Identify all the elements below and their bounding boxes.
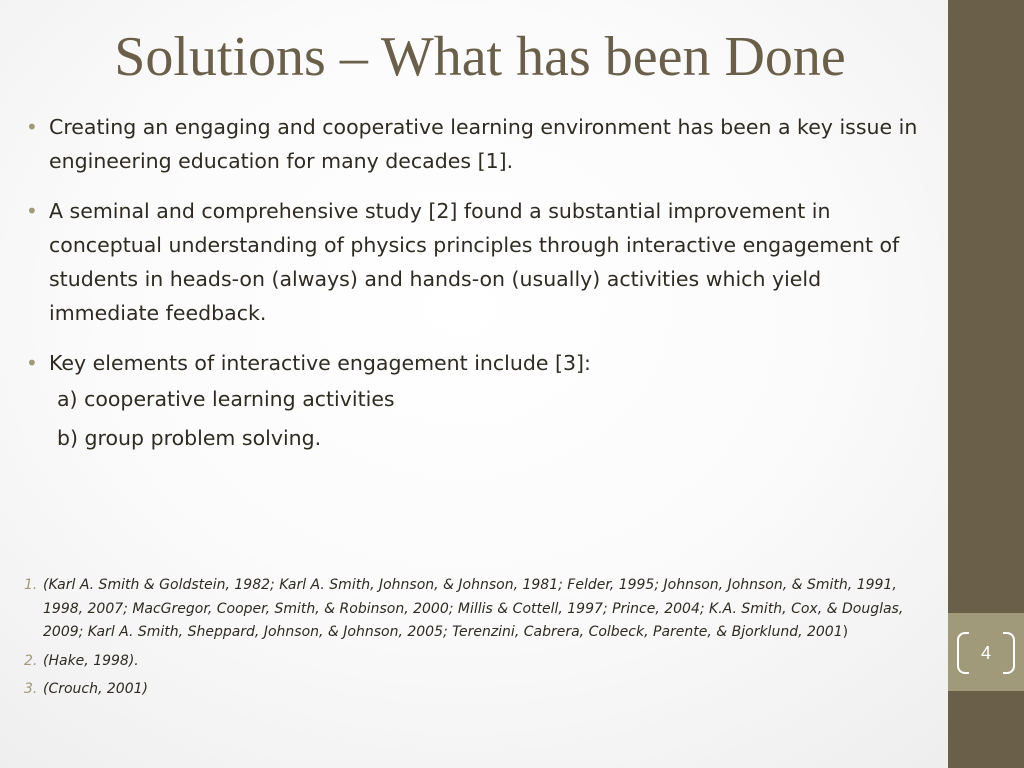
- bullet-dot-icon: •: [26, 115, 38, 139]
- bullet-text: A seminal and comprehensive study [2] found a substantial improvement in conceptual understanding of physics principles through interactive engagement of students in heads-on (always) and hands-on (usually) activities which yield immediate feedback.: [49, 199, 900, 325]
- reference-number: 3.: [24, 681, 38, 697]
- bullet-text: Key elements of interactive engagement include [3]:: [49, 351, 591, 375]
- page-number-box: [948, 613, 1024, 691]
- bullet-dot-icon: •: [26, 351, 38, 375]
- reference-text: (Karl A. Smith & Goldstein, 1982; Karl A. Smith, Johnson, & Johnson, 1981; Felder, 1995; Johnson, Johnson, & Smith, 1991, 1998, 2007; MacGregor, Cooper, Smith, & Robinson, 2000; Millis & Cottell, 1997; Prince, 2004; K.A. Smith, Cox, & Douglas, 2009; Karl A. Smith, Sheppard, Johnson, & Johnson, 2005; Terenzini, Cabrera, Colbeck, Parente, & Bjorklund, 2001: [43, 577, 904, 640]
- reference-close-paren: ): [842, 624, 849, 640]
- reference-text: (Hake, 1998).: [43, 652, 139, 669]
- slide-title: Solutions – What has been Done: [114, 26, 846, 88]
- reference-item: [24, 650, 924, 674]
- reference-item: [24, 574, 924, 645]
- reference-item: [24, 678, 924, 702]
- bullet-text: Creating an engaging and cooperative learning environment has been a key issue in engineering education for many decades [1].: [49, 115, 918, 173]
- bullet-item: [24, 346, 934, 380]
- reference-text: (Crouch, 2001): [43, 681, 148, 697]
- bullet-dot-icon: •: [26, 199, 38, 223]
- sub-item: b) group problem solving.: [57, 426, 322, 450]
- slide-content: [24, 110, 934, 458]
- bullet-item: [24, 110, 934, 178]
- page-number: 4: [980, 643, 991, 663]
- reference-number: 2.: [24, 652, 38, 669]
- bullet-item: [24, 194, 934, 330]
- sub-item: a) cooperative learning activities: [57, 387, 395, 411]
- reference-number: 1.: [24, 577, 38, 593]
- references: [24, 574, 924, 707]
